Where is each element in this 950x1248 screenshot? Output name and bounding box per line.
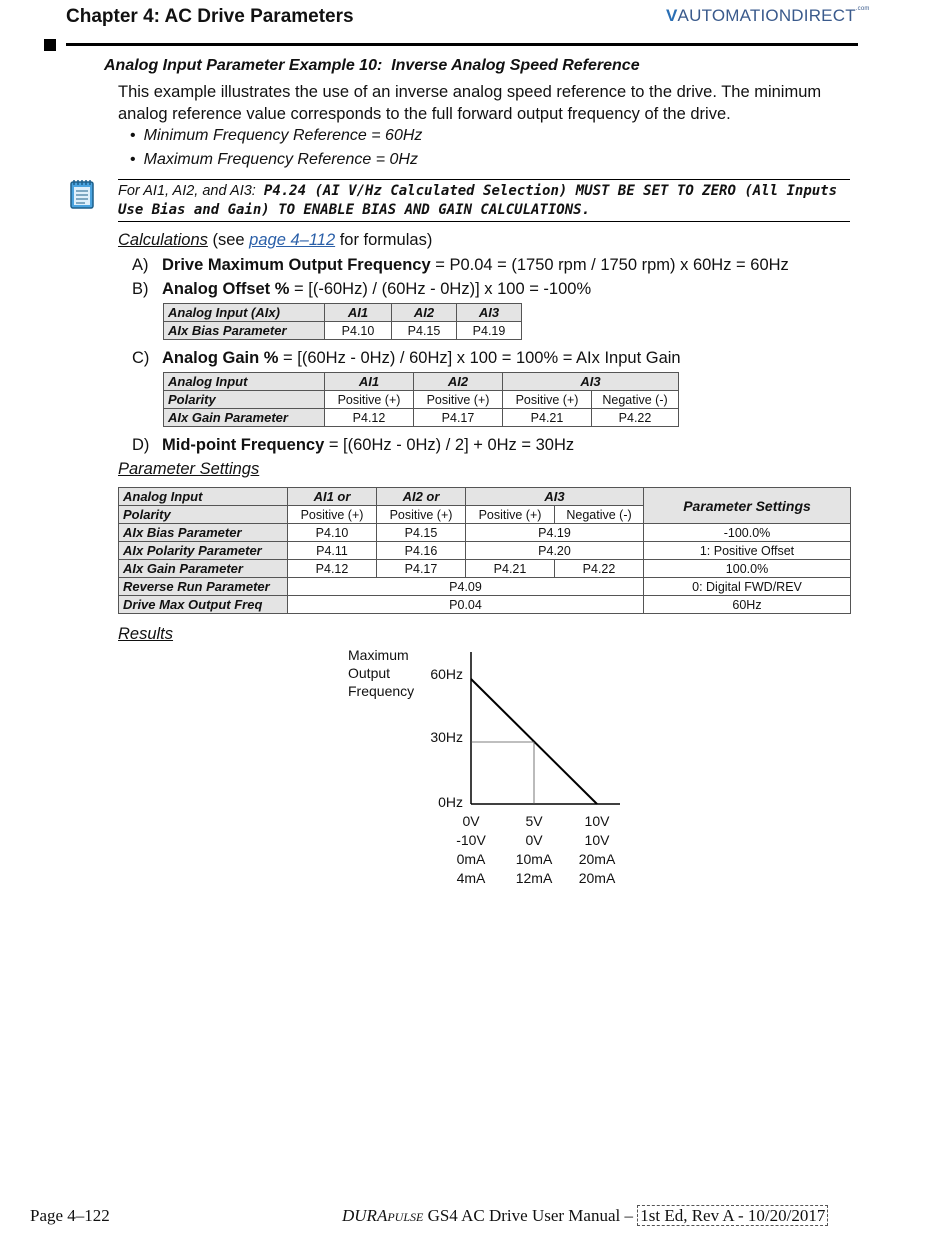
bullet-item: • Maximum Frequency Reference = 0Hz (130, 151, 418, 168)
table-cell: -100.0% (644, 524, 851, 542)
table-cell: 0: Digital FWD/REV (644, 578, 851, 596)
table-row (119, 596, 851, 614)
table-cell: P4.19 (457, 322, 522, 340)
logo-text: AUTOMATIONDIRECT (677, 6, 856, 25)
table-cell: AI3 (457, 304, 522, 322)
table-cell: Negative (-) (555, 506, 644, 524)
table-cell: AI1 (325, 373, 414, 391)
graph-ylabel-line: Frequency (348, 683, 415, 699)
graph-ylabel-line: Output (348, 665, 391, 681)
header-rule-marker (44, 39, 56, 51)
section-title (104, 57, 640, 75)
bullet-text: Maximum Frequency Reference = 0Hz (143, 151, 418, 168)
table-row (119, 578, 851, 596)
step-term: Analog Gain % (162, 349, 279, 367)
table-cell: P4.17 (377, 560, 466, 578)
table-cell: Analog Input (119, 488, 288, 506)
table-cell: 60Hz (644, 596, 851, 614)
table-cell: AIx Gain Parameter (164, 409, 325, 427)
graph-x-tick: 20mA (578, 870, 616, 886)
table-cell: Positive (+) (325, 391, 414, 409)
note-callout (118, 179, 850, 222)
table-row (164, 391, 679, 409)
table-row (119, 560, 851, 578)
table-cell: P4.10 (288, 524, 377, 542)
step-term: Drive Maximum Output Frequency (162, 256, 431, 274)
table-row (164, 322, 522, 340)
step-term: Analog Offset % (162, 280, 290, 298)
table-cell: Positive (+) (377, 506, 466, 524)
graph-x-tick: 5V (525, 813, 543, 829)
table-cell: Negative (-) (592, 391, 679, 409)
table-cell: AIx Bias Parameter (164, 322, 325, 340)
brand-prefix: DURA (342, 1206, 388, 1225)
step-label: A) (132, 256, 149, 274)
table-cell: AIx Polarity Parameter (119, 542, 288, 560)
table-cell: Reverse Run Parameter (119, 578, 288, 596)
table-cell: 100.0% (644, 560, 851, 578)
graph-x-tick: 10mA (515, 851, 553, 867)
formula-page-link[interactable]: page 4–112 (249, 231, 336, 249)
table-cell: P4.15 (392, 322, 457, 340)
brand-pulse: PULSE (387, 1210, 424, 1224)
table-cell: P4.15 (377, 524, 466, 542)
table-cell: AIx Bias Parameter (119, 524, 288, 542)
step-formula: = P0.04 = (1750 rpm / 1750 rpm) x 60Hz = 60Hz (430, 256, 789, 274)
table-cell: P4.20 (466, 542, 644, 560)
bullet-item: • Minimum Frequency Reference = 60Hz (130, 127, 423, 144)
table-row (164, 304, 522, 322)
table-cell: AI2 or (377, 488, 466, 506)
graph-x-tick: 10V (584, 813, 610, 829)
edition-stamp: 1st Ed, Rev A - 10/20/2017 (637, 1205, 828, 1226)
table-cell: P4.09 (288, 578, 644, 596)
table-cell: AI1 or (288, 488, 377, 506)
intro-block (118, 81, 858, 171)
parameter-settings-heading: Parameter Settings (118, 460, 260, 478)
graph-x-tick: 0V (525, 832, 543, 848)
step-label: B) (132, 280, 149, 298)
table-cell: AI2 (414, 373, 503, 391)
table-row (119, 524, 851, 542)
table-cell: P4.17 (414, 409, 503, 427)
graph-ylabel-line: Maximum (348, 647, 409, 663)
graph-x-tick: 20mA (578, 851, 616, 867)
table-cell: AIx Gain Parameter (119, 560, 288, 578)
manual-name: GS4 AC Drive User Manual – (423, 1206, 638, 1225)
table-cell: Drive Max Output Freq (119, 596, 288, 614)
table-cell: Positive (+) (414, 391, 503, 409)
table-cell: AI3 (503, 373, 679, 391)
see-text: (see (207, 231, 250, 249)
chapter-title: Chapter 4: AC Drive Parameters (66, 6, 354, 27)
header-rule (66, 43, 858, 46)
bullet-text: Minimum Frequency Reference = 60Hz (143, 127, 423, 144)
table-cell: P4.11 (288, 542, 377, 560)
step-label: D) (132, 436, 150, 454)
table-cell: P4.21 (503, 409, 592, 427)
logo-suffix: .com (855, 6, 870, 12)
graph-x-tick: 10V (584, 832, 610, 848)
graph-x-tick: 4mA (456, 870, 486, 886)
graph-y-tick: 30Hz (430, 729, 463, 745)
brand-logo (666, 6, 870, 26)
table-cell: AI1 (325, 304, 392, 322)
table-cell: Polarity (119, 506, 288, 524)
graph-x-tick: 12mA (515, 870, 553, 886)
calc-step-d (132, 436, 574, 455)
graph-x-tick: -10V (456, 832, 486, 848)
bias-parameter-table (163, 303, 522, 340)
intro-paragraph: This example illustrates the use of an inverse analog speed reference to the drive. The minimum analog reference value corresponds to the full forward output frequency of the drive. (118, 83, 822, 123)
table-cell: P4.12 (325, 409, 414, 427)
results-graph (330, 640, 650, 890)
step-formula: = [(-60Hz) / (60Hz - 0Hz)] x 100 = -100% (289, 280, 592, 298)
graph-y-tick: 60Hz (430, 666, 463, 682)
step-formula: = [(60Hz - 0Hz) / 60Hz] x 100 = 100% = AIx Input Gain (278, 349, 681, 367)
step-label: C) (132, 349, 150, 367)
table-cell: P0.04 (288, 596, 644, 614)
manual-title (342, 1206, 828, 1226)
calc-step-a (132, 256, 789, 275)
table-cell: P4.22 (592, 409, 679, 427)
note-lead: For AI1, AI2, and AI3: (118, 183, 256, 199)
table-cell: P4.12 (288, 560, 377, 578)
graph-x-tick: 0V (462, 813, 480, 829)
table-cell: Analog Input (164, 373, 325, 391)
calc-step-c (132, 349, 681, 368)
calculations-title: Calculations (118, 231, 208, 249)
table-cell: Positive (+) (288, 506, 377, 524)
table-cell: Polarity (164, 391, 325, 409)
table-cell: P4.16 (377, 542, 466, 560)
note-text: P4.24 (AI V/Hz Calculated Selection) MUST BE SET TO ZERO (All Inputs Use Bias and Gain) TO ENABLE BIAS AND GAIN CALCULATIONS. (118, 183, 838, 218)
table-cell: Analog Input (AIx) (164, 304, 325, 322)
calc-step-b (132, 280, 591, 299)
graph-y-tick: 0Hz (438, 794, 463, 810)
parameter-settings-table (118, 487, 851, 614)
table-cell: Positive (+) (466, 506, 555, 524)
step-formula: = [(60Hz - 0Hz) / 2] + 0Hz = 30Hz (324, 436, 575, 454)
table-row (164, 409, 679, 427)
page-number: Page 4–122 (30, 1206, 110, 1225)
table-cell: P4.22 (555, 560, 644, 578)
table-cell: 1: Positive Offset (644, 542, 851, 560)
table-cell: P4.19 (466, 524, 644, 542)
table-cell: P4.10 (325, 322, 392, 340)
table-cell: Parameter Settings (644, 488, 851, 524)
table-cell: AI3 (466, 488, 644, 506)
table-cell: Positive (+) (503, 391, 592, 409)
section-title-prefix: Analog Input Parameter Example 10: (104, 57, 383, 74)
see-text-end: for formulas) (335, 231, 433, 249)
table-row (164, 373, 679, 391)
gain-parameter-table (163, 372, 679, 427)
table-cell: P4.21 (466, 560, 555, 578)
notepad-icon (68, 178, 96, 210)
results-heading: Results (118, 625, 174, 643)
table-row (119, 488, 851, 506)
section-title-suffix: Inverse Analog Speed Reference (391, 57, 640, 74)
graph-x-tick: 0mA (456, 851, 486, 867)
step-term: Mid-point Frequency (162, 436, 325, 454)
calculations-heading (118, 231, 432, 250)
logo-mark-icon: V (666, 6, 678, 25)
table-row (119, 542, 851, 560)
table-cell: AI2 (392, 304, 457, 322)
